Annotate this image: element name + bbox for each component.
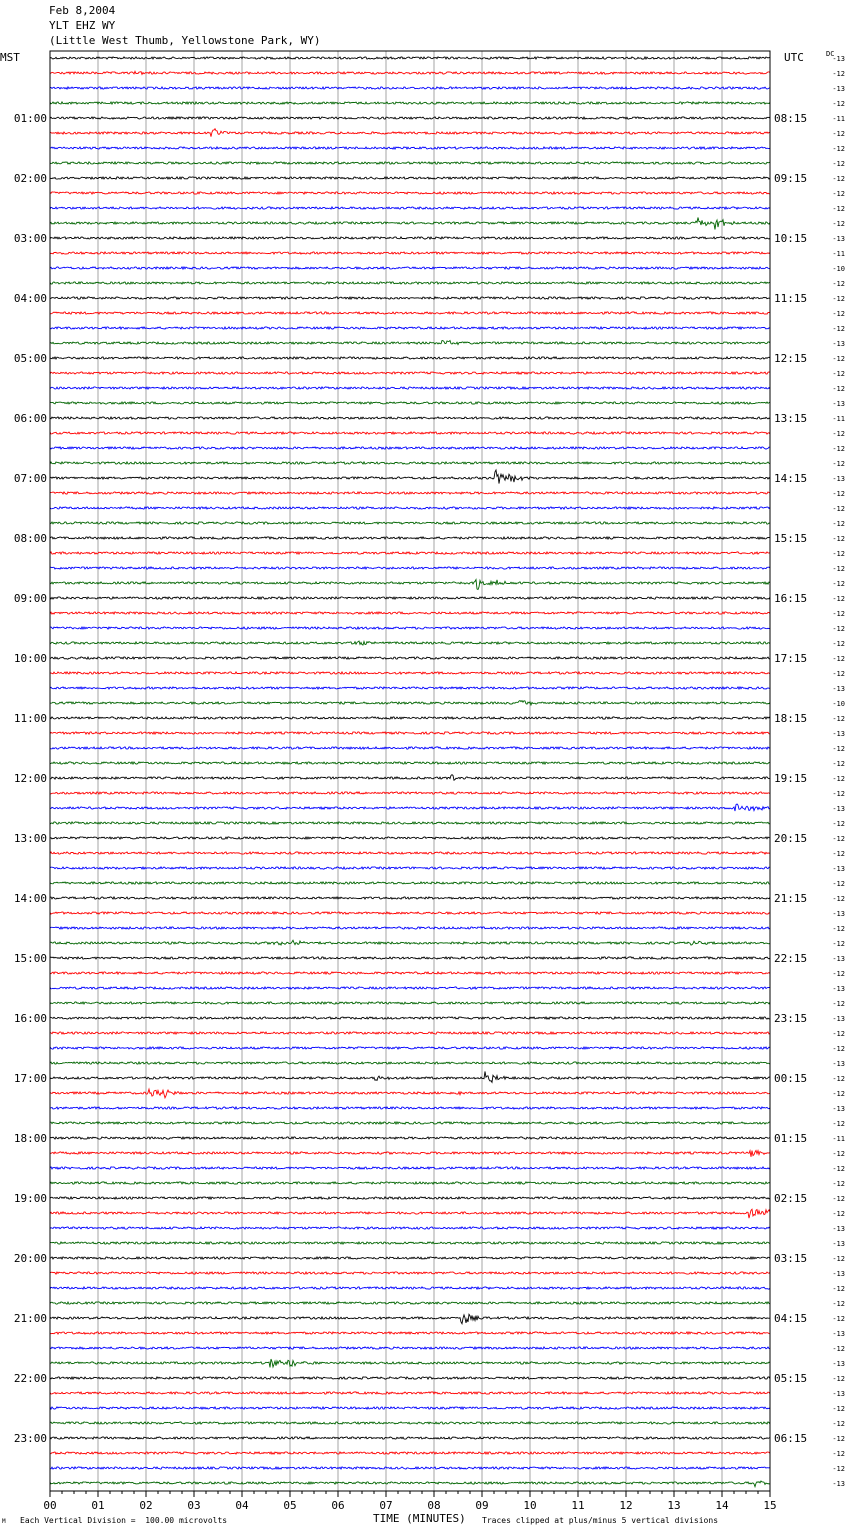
dc-offset-label: -13: [832, 985, 845, 993]
dc-offset-label: -12: [832, 355, 845, 363]
left-hour-label: 04:00: [13, 292, 47, 305]
dc-offset-label: -12: [832, 535, 845, 543]
dc-offset-label: -10: [832, 265, 845, 273]
dc-offset-label: -12: [832, 370, 845, 378]
right-hour-label: 15:15: [774, 532, 808, 545]
trace-line: [50, 297, 770, 299]
trace-line: [50, 192, 770, 194]
dc-offset-label: -13: [832, 1015, 845, 1023]
trace-line: [50, 762, 770, 764]
dc-offset-label: -12: [832, 205, 845, 213]
trace-line: [50, 792, 770, 794]
dc-offset-label: -13: [832, 1360, 845, 1368]
dc-offset-label: -12: [832, 1450, 845, 1458]
dc-offset-label: -12: [832, 1255, 845, 1263]
dc-offset-label: -12: [832, 1435, 845, 1443]
trace-line: [50, 252, 770, 254]
trace-line: [50, 282, 770, 284]
trace-line: [50, 641, 770, 645]
dc-offset-label: -13: [832, 955, 845, 963]
trace-line: [50, 940, 770, 945]
dc-offset-label: -13: [832, 340, 845, 348]
time-grid: [50, 51, 770, 1491]
dc-offset-label: -13: [832, 1270, 845, 1278]
dc-offset-label: -13: [832, 1240, 845, 1248]
trace-line: [50, 1227, 770, 1229]
trace-line: [50, 87, 770, 89]
x-axis-label: TIME (MINUTES): [373, 1512, 466, 1525]
trace-line: [50, 71, 770, 74]
trace-line: [50, 1062, 770, 1064]
left-hour-label: 15:00: [13, 952, 47, 965]
trace-line: [50, 312, 770, 314]
trace-line: [50, 492, 770, 494]
dc-offset-label: -11: [832, 250, 845, 258]
trace-line: [50, 1481, 770, 1487]
trace-line: [50, 1467, 770, 1469]
dc-offset-label: -12: [832, 640, 845, 648]
dc-offset-label: -12: [832, 580, 845, 588]
trace-line: [50, 57, 770, 59]
x-tick-label: 11: [571, 1499, 585, 1512]
x-tick-label: 13: [667, 1499, 681, 1512]
right-hour-label: 09:15: [774, 172, 808, 185]
dc-offset-label: -12: [832, 1210, 845, 1218]
dc-offset-label: -12: [832, 565, 845, 573]
dc-offset-label: -12: [832, 595, 845, 603]
right-hour-label: 16:15: [774, 592, 808, 605]
trace-line: [50, 1182, 770, 1184]
trace-line: [50, 1302, 770, 1304]
right-hour-label: 17:15: [774, 652, 808, 665]
dc-offset-label: -13: [832, 685, 845, 693]
dc-offset-label: -13: [832, 1390, 845, 1398]
right-hour-label: 19:15: [774, 772, 808, 785]
left-hour-label: 08:00: [13, 532, 47, 545]
dc-offset-label: -12: [832, 175, 845, 183]
trace-line: [50, 327, 770, 329]
trace-line: [50, 1071, 770, 1082]
trace-line: [50, 717, 770, 719]
right-hour-label: 10:15: [774, 232, 808, 245]
dc-label: DC: [826, 50, 835, 58]
dc-offset-label: -12: [832, 790, 845, 798]
left-hour-label: 22:00: [13, 1372, 47, 1385]
dc-offset-label: -12: [832, 1120, 845, 1128]
trace-line: [50, 957, 770, 959]
dc-offset-label: -10: [832, 700, 845, 708]
dc-offset-label: -12: [832, 835, 845, 843]
trace-line: [50, 552, 770, 554]
trace-line: [50, 987, 770, 989]
dc-offset-label: -13: [832, 475, 845, 483]
trace-line: [50, 507, 770, 509]
plot-date: Feb 8,2004: [49, 4, 116, 17]
left-hour-label: 19:00: [13, 1192, 47, 1205]
trace-line: [50, 912, 770, 914]
trace-line: [50, 1047, 770, 1049]
dc-offset-label: -12: [832, 1465, 845, 1473]
right-hour-label: 03:15: [774, 1252, 808, 1265]
left-hour-label: 17:00: [13, 1072, 47, 1085]
dc-offset-label: -13: [832, 1225, 845, 1233]
trace-line: [50, 657, 770, 659]
trace-line: [50, 387, 770, 389]
dc-offset-label: -12: [832, 850, 845, 858]
trace-line: [50, 1314, 770, 1323]
left-hour-label: 03:00: [13, 232, 47, 245]
trace-line: [50, 470, 770, 484]
x-tick-label: 15: [763, 1499, 777, 1512]
dc-offset-label: -12: [832, 745, 845, 753]
dc-offset-label: -12: [832, 1180, 845, 1188]
trace-line: [50, 687, 770, 689]
trace-line: [50, 102, 770, 104]
x-tick-label: 00: [43, 1499, 57, 1512]
clip-note: Traces clipped at plus/minus 5 vertical divisions: [482, 1516, 719, 1525]
left-hour-label: 13:00: [13, 832, 47, 845]
dc-offset-label: -12: [832, 505, 845, 513]
dc-offset-label: -12: [832, 550, 845, 558]
trace-line: [50, 972, 770, 974]
left-hour-label: 06:00: [13, 412, 47, 425]
right-hour-label: 02:15: [774, 1192, 808, 1205]
trace-line: [50, 1151, 770, 1157]
dc-offset-label: -12: [832, 670, 845, 678]
right-hour-label: 14:15: [774, 472, 808, 485]
right-hour-label: 06:15: [774, 1432, 808, 1445]
dc-offset-label: -13: [832, 1105, 845, 1113]
left-hour-label: 16:00: [13, 1012, 47, 1025]
x-tick-label: 10: [523, 1499, 537, 1512]
plot-labels: [0, 50, 845, 1512]
dc-offset-label: -12: [832, 385, 845, 393]
left-hour-label: 20:00: [13, 1252, 47, 1265]
trace-line: [50, 357, 770, 359]
dc-offset-label: -11: [832, 115, 845, 123]
dc-offset-label: -12: [832, 130, 845, 138]
trace-line: [50, 522, 770, 524]
right-hour-label: 13:15: [774, 412, 808, 425]
trace-line: [50, 1197, 770, 1199]
dc-offset-label: -13: [832, 1060, 845, 1068]
dc-offset-label: -12: [832, 715, 845, 723]
dc-offset-label: -12: [832, 1345, 845, 1353]
trace-line: [50, 1089, 770, 1098]
dc-offset-label: -12: [832, 970, 845, 978]
dc-offset-label: -12: [832, 1090, 845, 1098]
dc-offset-label: -12: [832, 880, 845, 888]
dc-offset-label: -12: [832, 520, 845, 528]
trace-line: [50, 237, 770, 239]
dc-offset-label: -12: [832, 775, 845, 783]
x-tick-label: 03: [187, 1499, 201, 1512]
dc-offset-label: -12: [832, 655, 845, 663]
x-tick-label: 06: [331, 1499, 345, 1512]
trace-line: [50, 1242, 770, 1244]
dc-offset-label: -12: [832, 160, 845, 168]
dc-offset-label: -13: [832, 865, 845, 873]
dc-offset-label: -12: [832, 100, 845, 108]
trace-line: [50, 1107, 770, 1109]
dc-offset-label: -12: [832, 430, 845, 438]
dc-offset-label: -12: [832, 325, 845, 333]
right-hour-label: 05:15: [774, 1372, 808, 1385]
dc-offset-label: -12: [832, 820, 845, 828]
dc-offset-label: -12: [832, 310, 845, 318]
dc-offset-label: -13: [832, 85, 845, 93]
dc-offset-label: -12: [832, 1315, 845, 1323]
corner-mark: M: [2, 1518, 6, 1525]
trace-line: [50, 1407, 770, 1409]
dc-offset-label: -12: [832, 1285, 845, 1293]
left-hour-label: 02:00: [13, 172, 47, 185]
trace-line: [50, 1332, 770, 1334]
right-hour-label: 08:15: [774, 112, 808, 125]
left-hour-label: 21:00: [13, 1312, 47, 1325]
trace-line: [50, 117, 770, 119]
left-hour-label: 14:00: [13, 892, 47, 905]
dc-offset-label: -12: [832, 925, 845, 933]
dc-offset-label: -12: [832, 1165, 845, 1173]
trace-line: [50, 447, 770, 449]
left-hour-label: 11:00: [13, 712, 47, 725]
right-hour-label: 11:15: [774, 292, 808, 305]
trace-line: [50, 1452, 770, 1454]
dc-offset-label: -11: [832, 415, 845, 423]
trace-line: [50, 1167, 770, 1169]
dc-offset-label: -12: [832, 610, 845, 618]
left-hour-label: 05:00: [13, 352, 47, 365]
left-timezone-label: MST: [0, 51, 20, 64]
x-tick-label: 04: [235, 1499, 249, 1512]
right-hour-label: 23:15: [774, 1012, 808, 1025]
trace-line: [50, 1377, 770, 1379]
trace-line: [50, 402, 770, 404]
trace-line: [50, 732, 770, 734]
right-hour-label: 20:15: [774, 832, 808, 845]
trace-line: [50, 1359, 770, 1367]
trace-line: [50, 372, 770, 374]
trace-line: [50, 580, 770, 590]
trace-line: [50, 537, 770, 539]
left-hour-label: 12:00: [13, 772, 47, 785]
right-hour-label: 04:15: [774, 1312, 808, 1325]
seismic-traces: [50, 57, 770, 1487]
trace-line: [50, 837, 770, 839]
trace-line: [50, 1032, 770, 1034]
trace-line: [50, 1257, 770, 1259]
dc-offset-label: -12: [832, 1150, 845, 1158]
trace-line: [50, 882, 770, 884]
dc-offset-label: -12: [832, 1405, 845, 1413]
dc-offset-label: -12: [832, 295, 845, 303]
scale-note: Each Vertical Division = 100.00 microvolts: [20, 1516, 228, 1525]
trace-line: [50, 1287, 770, 1289]
dc-offset-label: -12: [832, 1195, 845, 1203]
dc-offset-label: -12: [832, 280, 845, 288]
trace-line: [50, 1272, 770, 1274]
trace-line: [50, 147, 770, 149]
trace-line: [50, 341, 770, 345]
dc-offset-label: -13: [832, 730, 845, 738]
trace-line: [50, 852, 770, 854]
dc-offset-label: -12: [832, 1045, 845, 1053]
dc-offset-label: -12: [832, 895, 845, 903]
left-hour-label: 18:00: [13, 1132, 47, 1145]
dc-offset-label: -12: [832, 1375, 845, 1383]
trace-line: [50, 1209, 770, 1218]
trace-line: [50, 267, 770, 269]
station-code: YLT EHZ WY: [49, 19, 116, 32]
trace-line: [50, 747, 770, 749]
trace-line: [50, 218, 770, 230]
dc-offset-label: -12: [832, 460, 845, 468]
dc-offset-label: -12: [832, 1420, 845, 1428]
x-tick-label: 09: [475, 1499, 489, 1512]
x-tick-label: 08: [427, 1499, 441, 1512]
right-timezone-label: UTC: [784, 51, 804, 64]
dc-offset-label: -13: [832, 910, 845, 918]
trace-line: [50, 417, 770, 419]
trace-line: [50, 1017, 770, 1019]
trace-line: [50, 701, 770, 705]
dc-offset-label: -12: [832, 1030, 845, 1038]
dc-offset-label: -13: [832, 235, 845, 243]
x-tick-label: 14: [715, 1499, 729, 1512]
trace-line: [50, 1437, 770, 1439]
trace-line: [50, 462, 770, 464]
trace-line: [50, 775, 770, 781]
trace-line: [50, 1002, 770, 1004]
trace-line: [50, 927, 770, 929]
dc-offset-label: -12: [832, 1075, 845, 1083]
dc-offset-label: -12: [832, 220, 845, 228]
dc-offset-label: -12: [832, 490, 845, 498]
x-tick-label: 01: [91, 1499, 105, 1512]
left-hour-label: 23:00: [13, 1432, 47, 1445]
trace-line: [50, 804, 770, 811]
trace-line: [50, 1347, 770, 1349]
dc-offset-label: -13: [832, 805, 845, 813]
left-hour-label: 09:00: [13, 592, 47, 605]
trace-line: [50, 162, 770, 164]
dc-offset-label: -12: [832, 625, 845, 633]
plot-frame: [50, 51, 770, 1491]
left-hour-label: 10:00: [13, 652, 47, 665]
dc-offset-label: -12: [832, 145, 845, 153]
right-hour-label: 01:15: [774, 1132, 808, 1145]
trace-line: [50, 1422, 770, 1424]
trace-line: [50, 627, 770, 629]
trace-line: [50, 597, 770, 599]
right-hour-label: 21:15: [774, 892, 808, 905]
x-tick-label: 12: [619, 1499, 633, 1512]
dc-offset-label: -12: [832, 1300, 845, 1308]
right-hour-label: 12:15: [774, 352, 808, 365]
dc-offset-label: -12: [832, 70, 845, 78]
trace-line: [50, 432, 770, 434]
trace-line: [50, 1122, 770, 1124]
dc-offset-label: -12: [832, 1000, 845, 1008]
dc-offset-label: -12: [832, 760, 845, 768]
dc-offset-label: -13: [832, 55, 845, 63]
trace-line: [50, 1137, 770, 1139]
trace-line: [50, 129, 770, 137]
dc-offset-label: -11: [832, 1135, 845, 1143]
right-hour-label: 00:15: [774, 1072, 808, 1085]
dc-offset-label: -13: [832, 1330, 845, 1338]
trace-line: [50, 897, 770, 899]
dc-offset-label: -12: [832, 445, 845, 453]
x-tick-label: 07: [379, 1499, 393, 1512]
trace-line: [50, 567, 770, 569]
trace-line: [50, 177, 770, 179]
right-hour-label: 18:15: [774, 712, 808, 725]
left-hour-label: 07:00: [13, 472, 47, 485]
trace-line: [50, 822, 770, 824]
x-tick-label: 05: [283, 1499, 297, 1512]
dc-offset-label: -13: [832, 400, 845, 408]
trace-line: [50, 672, 770, 674]
trace-line: [50, 867, 770, 869]
trace-line: [50, 612, 770, 614]
left-hour-label: 01:00: [13, 112, 47, 125]
trace-line: [50, 1392, 770, 1394]
trace-line: [50, 207, 770, 209]
station-location: (Little West Thumb, Yellowstone Park, WY): [49, 34, 321, 47]
dc-offset-label: -12: [832, 940, 845, 948]
right-hour-label: 22:15: [774, 952, 808, 965]
dc-offset-label: -12: [832, 190, 845, 198]
x-tick-label: 02: [139, 1499, 153, 1512]
dc-offset-label: -13: [832, 1480, 845, 1488]
